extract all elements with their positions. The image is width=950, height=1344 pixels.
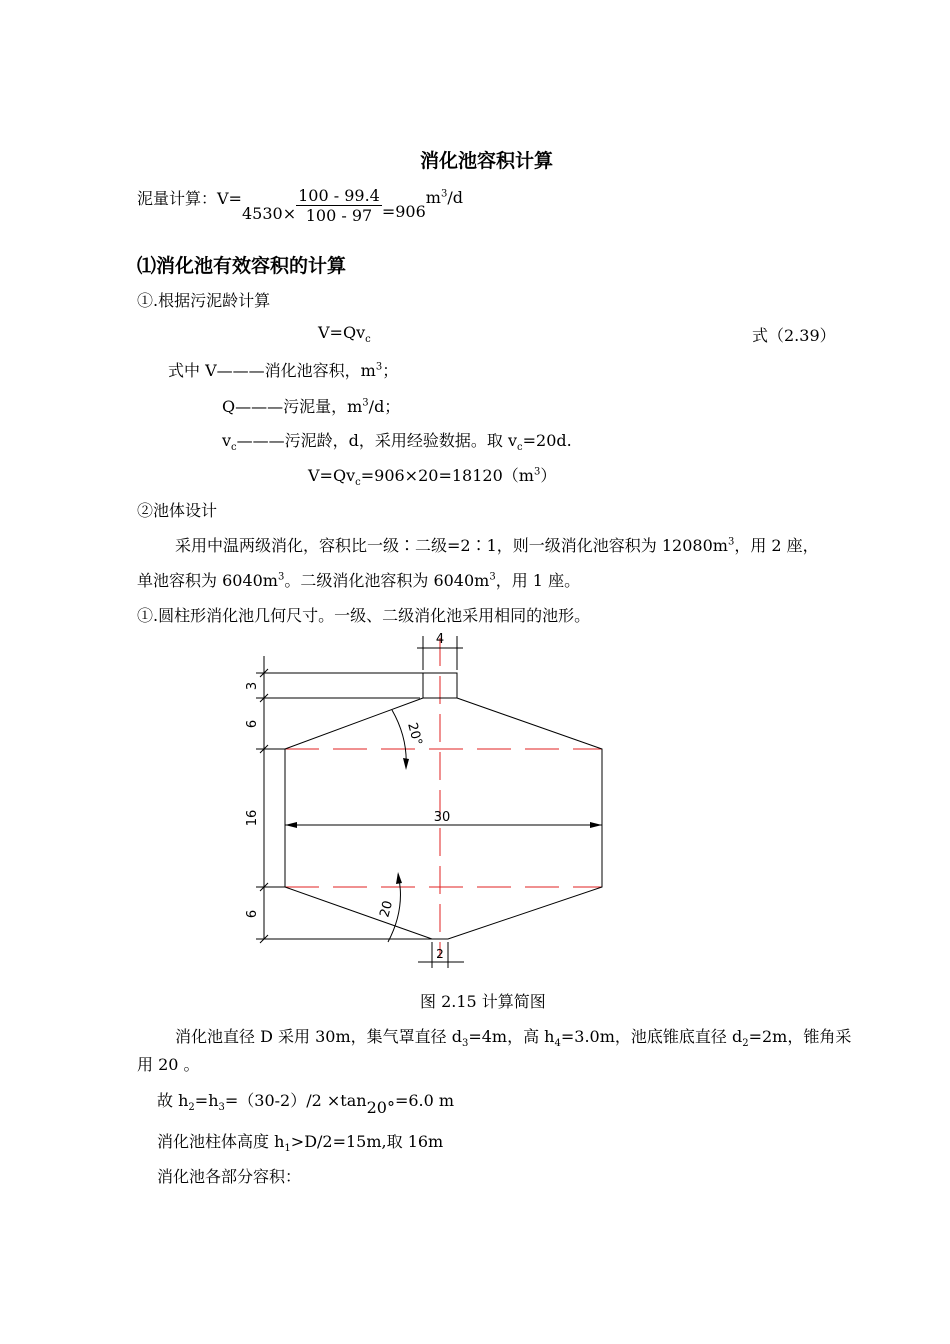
dim-body: 16 [245,809,260,827]
paragraph-line-4: 用 20 。 [137,1055,200,1074]
paragraph-line-1: 采用中温两级消化，容积比一级∶二级=2∶1，则一级消化池容积为 $12080m^3$，用 2 座， [175,536,819,555]
where-line-2: Q———污泥量，$m^3/d$； [222,397,401,416]
where-line-1: 式中 V———消化池容积，$m^3$； [168,361,399,380]
sludge-unit: $m^3/d$ [425,188,463,207]
dim-diameter: 30 [433,810,451,825]
sludge-label: 泥量计算：V= [137,189,242,208]
fraction-numerator: 100 - 99.4 [298,186,380,205]
where-line-3: $v_c———$污泥龄，d，采用经验数据。取 $v_c=20d$. [222,431,572,454]
fraction-denominator: 100 - 97 [305,206,373,225]
dim-bottom-diameter: 2 [436,947,444,961]
figure-caption: 图 2.15 计算简图 [420,992,546,1011]
dim-upper-cone: 6 [245,719,260,729]
calc-cone-height: 故 $h_2=h_3=(30-2)/2 \times\tan 20^\circ=6.0$ m [157,1091,455,1117]
subheading-geometry: ①.圆柱形消化池几何尺寸。一级、二级消化池采用相同的池形。 [137,606,591,625]
paragraph-line-2: 单池容积为 $6040m^3$。二级消化池容积为 $6040m^3$，用 1 座。 [137,571,581,590]
sludge-formula [137,186,463,225]
angle-bottom: 20 [377,899,397,920]
angle-top: 20° [404,721,425,748]
section-heading: ⑴消化池有效容积的计算 [137,255,347,277]
dim-hood-diameter: 4 [435,632,445,647]
page-title: 消化池容积计算 [420,150,554,172]
subheading-sludge-age: ①.根据污泥龄计算 [137,291,271,310]
where-line-4: $V=Qv_c=906\times 20=18120(m^3)$ [308,466,557,489]
dim-cap: 3 [245,681,260,691]
tank-diagram [230,628,630,978]
calc-volumes-heading: 消化池各部分容积： [157,1167,302,1186]
sludge-fraction [296,186,382,225]
sludge-result: =906 [381,202,426,221]
sludge-factor: 4530× [241,204,297,223]
formula-tag: 式（2.39） [752,326,836,345]
paragraph-line-3: 消化池直径 D 采用 30m，集气罩直径 $d_3=4m$，高 $h_4=3.0m$，池底锥底直径 $d_2=2m$，锥角采 [175,1027,852,1050]
dim-lower-cone: 6 [245,909,260,919]
calc-cylinder-height: 消化池柱体高度 $h_1>D/2=15m$,取 16m [157,1132,444,1155]
formula-main: $V=Qv_c$ [318,323,371,346]
subheading-tank-design: ②池体设计 [137,501,218,520]
